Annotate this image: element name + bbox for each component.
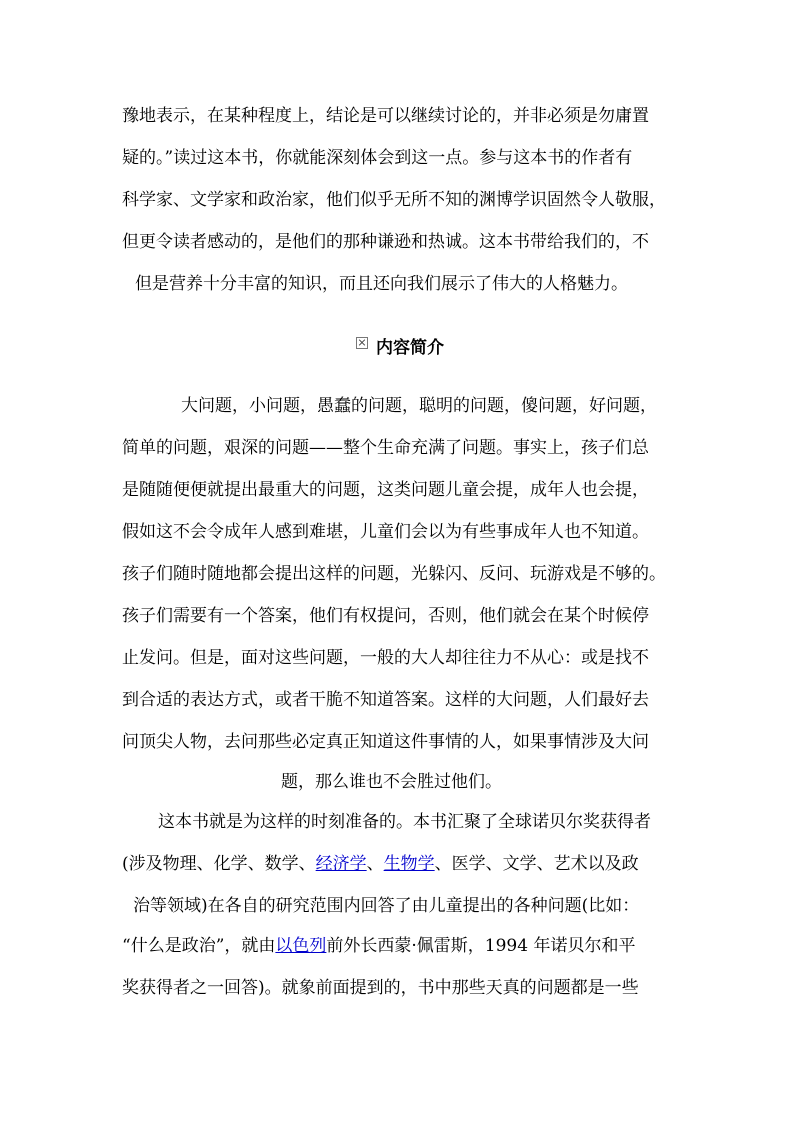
book-text: 、医学、文学、艺术以及政 xyxy=(434,854,639,874)
intro-line: 科学家、文学家和政治家，他们似乎无所不知的渊博学识固然令人敬服， xyxy=(122,190,666,210)
book-text: 、 xyxy=(366,854,384,874)
summary-line: 是随随便便就提出最重大的问题，这类问题儿童会提，成年人也会提， xyxy=(122,480,649,500)
summary-line: 孩子们需要有一个答案，他们有权提问，否则，他们就会在某个时候停 xyxy=(122,606,649,626)
book-line: 这本书就是为这样的时刻准备的。本书汇聚了全球诺贝尔奖获得者 xyxy=(158,812,651,832)
book-line xyxy=(122,852,794,876)
summary-line: 止发问。但是，面对这些问题，一般的大人却往往力不从心：或是找不 xyxy=(122,648,649,668)
book-line: 治等领域)在各自的研究范围内回答了由儿童提出的各种问题(比如： xyxy=(133,896,640,916)
israel-link[interactable]: 以色列 xyxy=(275,936,327,956)
intro-line: 豫地表示，在某种程度上，结论是可以继续讨论的，并非必须是勿庸置 xyxy=(122,106,649,126)
intro-line: 疑的。”读过这本书，你就能深刻体会到这一点。参与这本书的作者有 xyxy=(122,148,633,168)
broken-image-icon xyxy=(356,337,368,349)
biology-link[interactable]: 生物学 xyxy=(383,854,435,874)
summary-line: 问顶尖人物，去问那些必定真正知道这件事情的人，如果事情涉及大问 xyxy=(122,732,649,752)
economics-link[interactable]: 经济学 xyxy=(315,854,367,874)
book-text: 前外长西蒙·佩雷斯，1994 年诺贝尔和平 xyxy=(326,936,636,956)
intro-line: 但更令读者感动的，是他们的那种谦逊和热诚。这本书带给我们的，不 xyxy=(122,232,649,252)
section-title: 内容简介 xyxy=(376,338,444,358)
summary-line: 假如这不会令成年人感到难堪，儿童们会以为有些事成年人也不知道。 xyxy=(122,522,649,542)
book-line: 奖获得者之一回答)。就象前面提到的，书中那些天真的问题都是一些 xyxy=(122,978,639,998)
section-heading xyxy=(356,334,444,362)
book-text: (涉及物理、化学、数学、 xyxy=(122,854,316,874)
intro-line: 但是营养十分丰富的知识，而且还向我们展示了伟大的人格魅力。 xyxy=(135,274,628,294)
summary-line: 题，那么谁也不会胜过他们。 xyxy=(281,772,502,792)
summary-line: 大问题，小问题，愚蠢的问题，聪明的问题，傻问题，好问题， xyxy=(181,396,657,416)
summary-line: 孩子们随时随地都会提出这样的问题，光躲闪、反问、玩游戏是不够的。 xyxy=(122,564,666,584)
summary-line: 到合适的表达方式，或者干脆不知道答案。这样的大问题，人们最好去 xyxy=(122,690,649,710)
book-line xyxy=(122,934,794,958)
summary-line: 简单的问题，艰深的问题——整个生命充满了问题。事实上，孩子们总 xyxy=(122,438,649,458)
book-text: “什么是政治”，就由 xyxy=(122,936,276,956)
